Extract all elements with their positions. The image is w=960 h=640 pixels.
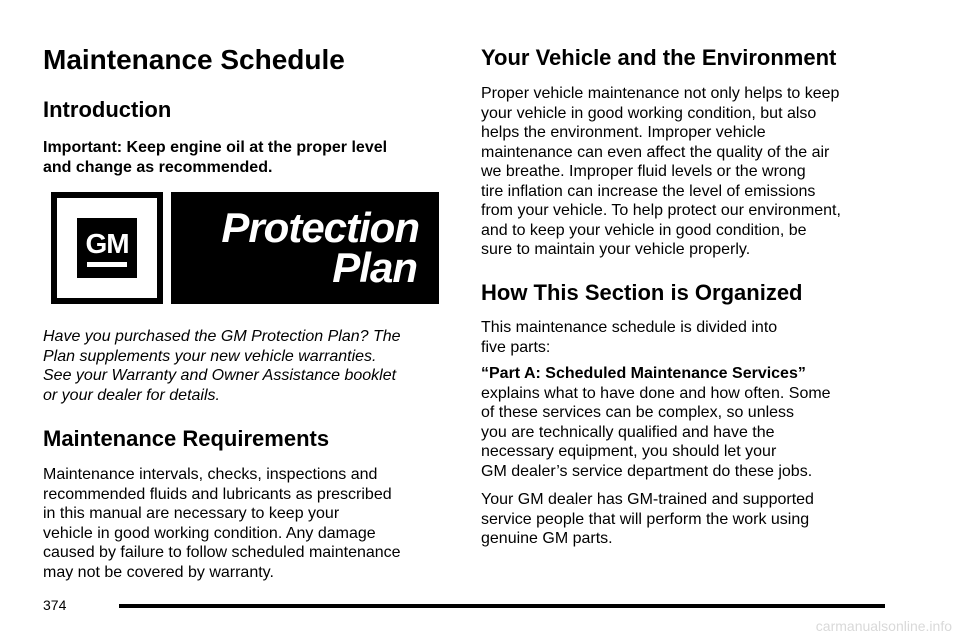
text-line: sure to maintain your vehicle properly. bbox=[481, 241, 751, 258]
text-line: and to keep your vehicle in good condition, be bbox=[481, 221, 807, 239]
environment-heading: Your Vehicle and the Environment bbox=[481, 45, 837, 70]
text-line: Important: Keep engine oil at the proper level bbox=[43, 139, 388, 156]
text-line: of these services can be complex, so unless bbox=[481, 404, 795, 421]
text-line: genuine GM parts. bbox=[481, 530, 613, 547]
protection-plan-word2: Plan bbox=[332, 244, 417, 291]
text-line: in this manual are necessary to keep your bbox=[43, 505, 340, 522]
page-number: 374 bbox=[43, 597, 67, 613]
maintenance-requirements-paragraph bbox=[43, 465, 401, 582]
text-line: necessary equipment, you should let your bbox=[481, 443, 777, 460]
environment-paragraph bbox=[481, 84, 841, 260]
gm-dealer-paragraph bbox=[481, 490, 814, 549]
gm-logo-text: GM bbox=[85, 228, 129, 259]
text-line: helps the environment. Improper vehicle bbox=[481, 124, 766, 141]
text-line: GM dealer’s service department do these jobs. bbox=[481, 462, 813, 480]
text-line: Your GM dealer has GM-trained and supported bbox=[481, 491, 814, 508]
text-line: from your vehicle. To help protect our environment, bbox=[481, 202, 841, 219]
text-line: service people that will perform the work using bbox=[481, 510, 810, 528]
text-line: may not be covered by warranty. bbox=[43, 563, 274, 581]
part-a-paragraph bbox=[481, 364, 831, 481]
protection-plan-paragraph bbox=[43, 327, 401, 405]
text-line: your vehicle in good working condition, but also bbox=[481, 104, 817, 122]
text-line: you are technically qualified and have the bbox=[481, 423, 775, 441]
text-line: five parts: bbox=[481, 338, 551, 356]
watermark: carmanualsonline.info bbox=[815, 618, 952, 634]
footer-rule bbox=[119, 604, 885, 608]
important-note bbox=[43, 138, 387, 177]
introduction-heading: Introduction bbox=[43, 97, 172, 122]
text-line: tire inflation can increase the level of emissions bbox=[481, 182, 816, 200]
text-line: explains what to have done and how often. Some bbox=[481, 384, 831, 402]
text-line: Plan supplements your new vehicle warranties. bbox=[43, 347, 377, 365]
text-line: See your Warranty and Owner Assistance booklet bbox=[43, 367, 397, 384]
text-line: or your dealer for details. bbox=[43, 386, 220, 404]
text-line: recommended fluids and lubricants as prescribed bbox=[43, 485, 392, 503]
text-line: and change as recommended. bbox=[43, 158, 273, 176]
text-line: Proper vehicle maintenance not only helps to keep bbox=[481, 85, 840, 102]
text-line: This maintenance schedule is divided into bbox=[481, 319, 778, 336]
section-organization-paragraph bbox=[481, 318, 777, 357]
text-line: Maintenance intervals, checks, inspections and bbox=[43, 466, 378, 483]
protection-plan-word1: Protection bbox=[221, 204, 419, 251]
text-line: maintenance can even affect the quality of the air bbox=[481, 143, 830, 161]
maintenance-requirements-heading: Maintenance Requirements bbox=[43, 426, 330, 451]
text-line: vehicle in good working condition. Any damage bbox=[43, 524, 376, 542]
text-line: we breathe. Improper fluid levels or the wrong bbox=[481, 163, 806, 180]
part-a-title: “Part A: Scheduled Maintenance Services” bbox=[481, 365, 806, 382]
gm-protection-plan-logo bbox=[51, 192, 439, 304]
protection-plan-badge bbox=[171, 192, 439, 304]
text-line: caused by failure to follow scheduled maintenance bbox=[43, 544, 401, 561]
text-line: Have you purchased the GM Protection Plan? The bbox=[43, 328, 401, 345]
section-organization-heading: How This Section is Organized bbox=[481, 280, 803, 305]
page-title: Maintenance Schedule bbox=[43, 44, 345, 75]
gm-logo-icon bbox=[51, 192, 163, 304]
